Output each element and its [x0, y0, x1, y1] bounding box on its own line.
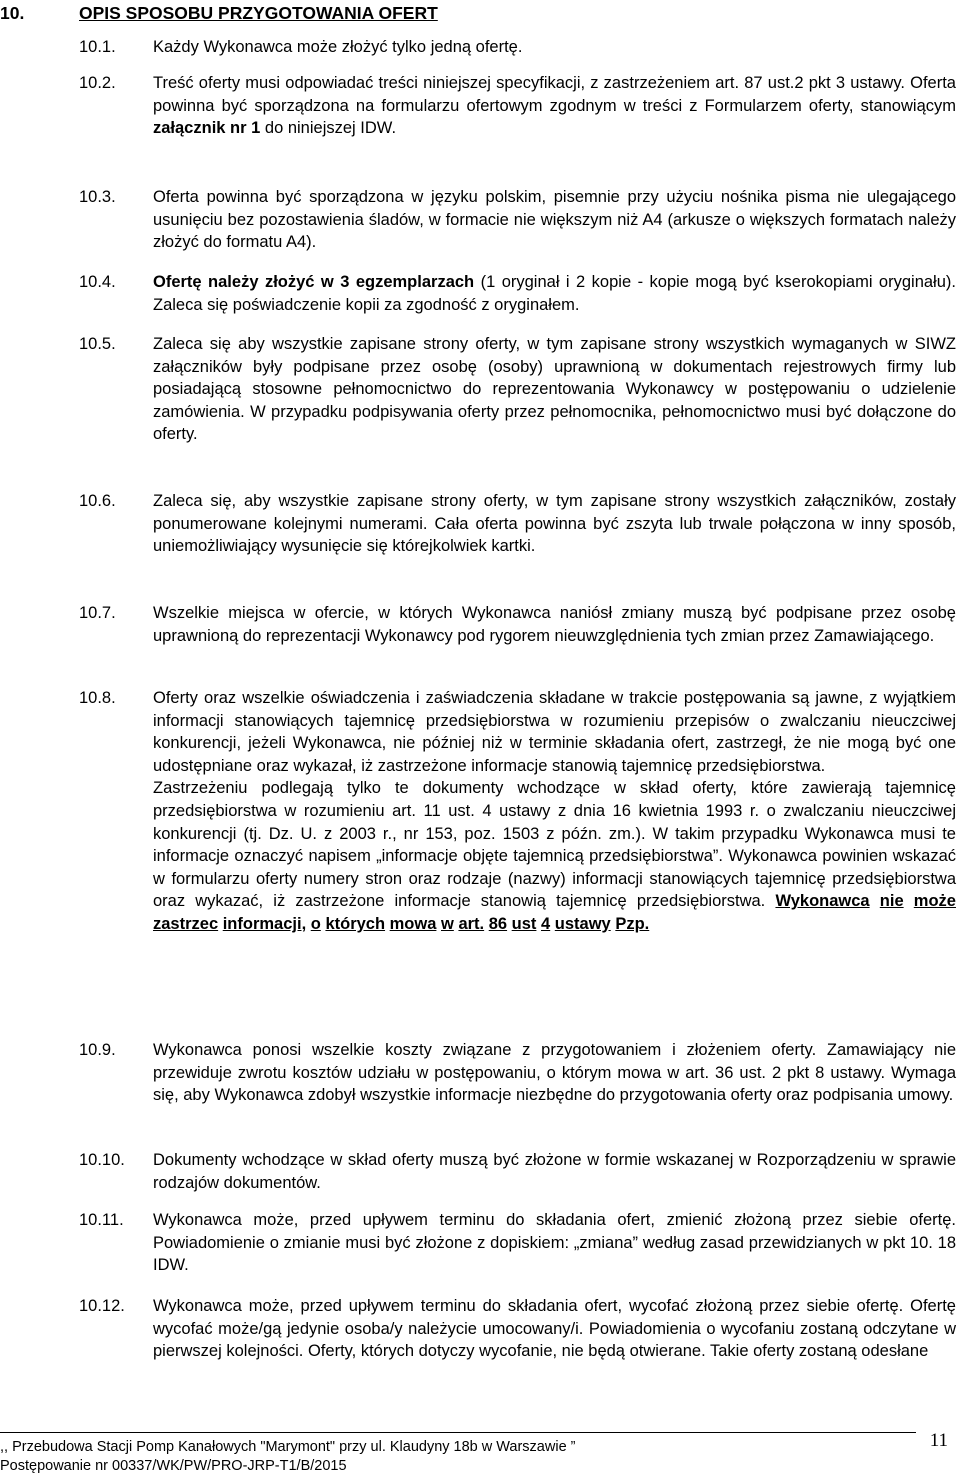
emphasis-word: nie — [879, 892, 904, 911]
item-text — [153, 72, 956, 140]
emphasis-word: Wykonawca — [775, 892, 870, 911]
item-10-5 — [79, 333, 956, 446]
emphasis-word: może — [913, 892, 956, 911]
item-text — [153, 777, 956, 935]
emphasis-word: zastrzec — [153, 914, 219, 933]
emphasis-word: których — [325, 914, 386, 933]
item-number: 10.3. — [79, 188, 116, 206]
item-10-4 — [79, 271, 956, 316]
item-number: 10.1. — [79, 38, 116, 56]
item-10-8 — [79, 687, 956, 936]
item-10-6 — [79, 490, 956, 558]
item-number: 10.9. — [79, 1041, 116, 1059]
emphasis-word: art. — [458, 914, 485, 933]
item-number: 10.11. — [79, 1211, 124, 1229]
item-number: 10.6. — [79, 492, 116, 510]
item-number: 10.7. — [79, 604, 116, 622]
emphasis-word: 4 — [541, 914, 551, 933]
emphasis-word: ust — [511, 914, 537, 933]
item-10-1 — [79, 36, 956, 59]
item-10-11 — [79, 1209, 956, 1277]
item-10-12 — [79, 1295, 956, 1363]
item-text: Wykonawca ponosi wszelkie koszty związane z przygotowaniem i złożeniem oferty. Zamawiający nie przewiduje zwrotu kosztów udziału w postępowaniu, o którym mowa w art. 36 ust. 2 pkt 8 ustawy. Wymaga się, aby Wykonawca zdobył wszystkie informacje niezbędne do przygotowania oferty oraz podpisania umowy. — [153, 1041, 956, 1105]
item-text: Oferta powinna być sporządzona w języku polskim, pisemnie przy użyciu nośnika pisma nie ulegającego usunięciu bez pozostawienia śladów, w formacie nie większym niż A4 (arkusze o większych formatach należy złożyć do formatu A4). — [153, 188, 956, 252]
footer-project-title: ,, Przebudowa Stacji Pomp Kanałowych "Marymont" przy ul. Klaudyny 18b w Warszawie ” — [0, 1439, 576, 1455]
item-text-part: Zastrzeżeniu podlegają tylko te dokumenty wchodzące w skład oferty, które zawierają tajemnicę przedsiębiorstwa w rozumieniu art. 11 ust. 4 ustawy z dnia 16 kwietnia 1993 r. o zwalczaniu nieuczciwej konkurencji (tj. Dz. U. z 2003 r., nr 153, poz. 1503 z późn. zm.). W takim przypadku Wykonawca musi te informacje oznaczyć napisem „informacje objęte tajemnicą przedsiębiorstwa”. Wykonawca powinien wskazać w formularzu oferty numery stron oraz rodzaje (nazwy) informacji stanowiących tajemnicę przedsiębiorstwa oraz wykazać, iż zastrzeżone informacje stanowią tajemnicę przedsiębiorstwa. — [153, 779, 956, 911]
section-title: OPIS SPOSOBU PRZYGOTOWANIA OFERT — [79, 3, 438, 23]
item-number: 10.2. — [79, 74, 116, 92]
emphasis-word: mowa — [389, 914, 437, 933]
emphasis-word: Pzp. — [615, 914, 650, 933]
emphasis-word: o — [310, 914, 321, 933]
item-number: 10.10. — [79, 1151, 125, 1169]
footer-procedure-number: Postępowanie nr 00337/WK/PW/PRO-JRP-T1/B/2015 — [0, 1458, 347, 1474]
item-number: 10.12. — [79, 1297, 125, 1315]
page-number: 11 — [929, 1430, 948, 1451]
emphasis-word: 86 — [488, 914, 508, 933]
item-number: 10.8. — [79, 689, 116, 707]
item-10-10 — [79, 1149, 956, 1194]
item-text-part: do niniejszej IDW. — [260, 119, 397, 138]
copies-requirement: Ofertę należy złożyć w 3 egzemplarzach — [153, 273, 475, 291]
item-text: Zaleca się aby wszystkie zapisane strony oferty, w tym zapisane strony wszystkich wymaganych w SIWZ załączników były podpisane przez osobę (osoby) uprawnioną w dokumentach rejestrowych firmy lub posiadającą stosowne pełnomocnictwo do reprezentowania Wykonawcy w postępowaniu o udzielenie zamówienia. W przypadku podpisywania oferty przez pełnomocnika, pełnomocnictwo musi być dołączone do oferty. — [153, 335, 956, 444]
item-text: Każdy Wykonawca może złożyć tylko jedną ofertę. — [153, 38, 523, 56]
item-text-part: Treść oferty musi odpowiadać treści niniejszej specyfikacji, z zastrzeżeniem art. 87 ust.2 pkt 3 ustawy. Oferta powinna być sporządzona na formularzu ofertowym zgodnym w treści z Formularzem oferty, stanowiącym — [153, 74, 956, 115]
item-10-3 — [79, 186, 956, 254]
item-text: Oferty oraz wszelkie oświadczenia i zaświadczenia składane w trakcie postępowania są jawne, z wyjątkiem informacji stanowiących tajemnicę przedsiębiorstwa w rozumieniu przepisów o zwalczaniu nieuczciwej konkurencji, jeżeli Wykonawca, nie później niż w terminie składania ofert, zastrzegł, że nie mogą być one udostępniane oraz wykazał, iż zastrzeżone informacje stanowią tajemnicę przedsiębiorstwa. — [153, 689, 956, 775]
emphasis-word: w — [441, 914, 454, 933]
page-footer — [0, 1438, 920, 1476]
section-number: 10. — [0, 3, 25, 23]
item-text: Wykonawca może, przed upływem terminu do składania ofert, wycofać złożoną przez siebie ofertę. Ofertę wycofać może/gą jedynie osoba/y należycie umocowany/i. Powiadomienia o wycofaniu zostaną odczytane w pierwszej kolejności. Oferty, których dotyczy wycofanie, nie będą otwierane. Takie oferty zostaną odesłane — [153, 1297, 956, 1361]
item-text: Zaleca się, aby wszystkie zapisane strony oferty, w tym zapisane strony wszystkich załączników, zostały ponumerowane kolejnymi numerami. Cała oferta powinna być zszyta lub trwale połączona w inny sposób, uniemożliwiający wysunięcie się którejkolwiek kartki. — [153, 492, 956, 556]
item-10-2 — [79, 72, 956, 140]
item-text — [153, 271, 956, 316]
item-text-part: (1 oryginał i 2 kopie - kopie mogą być kserokopiami oryginału). Zaleca się poświadczenie kopii za zgodność z oryginałem. — [153, 273, 956, 314]
item-number: 10.5. — [79, 335, 116, 353]
item-text: Wykonawca może, przed upływem terminu do składania ofert, zmienić złożoną przez siebie ofertę. Powiadomienie o zmianie musi być złożone z dopiskiem: „zmiana” według zasad przewidzianych w pkt 10. 18 IDW. — [153, 1211, 956, 1275]
section-heading — [0, 2, 600, 24]
item-10-9 — [79, 1039, 956, 1107]
item-10-7 — [79, 602, 956, 647]
emphasis-word: ustawy — [554, 914, 611, 933]
item-text: Dokumenty wchodzące w skład oferty muszą być złożone w formie wskazanej w Rozporządzeniu w sprawie rodzajów dokumentów. — [153, 1151, 956, 1192]
emphasis-word: informacji, — [222, 914, 307, 933]
item-number: 10.4. — [79, 273, 116, 291]
footer-divider — [0, 1432, 916, 1433]
attachment-reference: załącznik nr 1 — [153, 119, 261, 138]
item-text: Wszelkie miejsca w ofercie, w których Wykonawca naniósł zmiany muszą być podpisane przez osobę uprawnioną do reprezentacji Wykonawcy pod rygorem nieuwzględnienia tych zmian przez Zamawiającego. — [153, 604, 956, 645]
